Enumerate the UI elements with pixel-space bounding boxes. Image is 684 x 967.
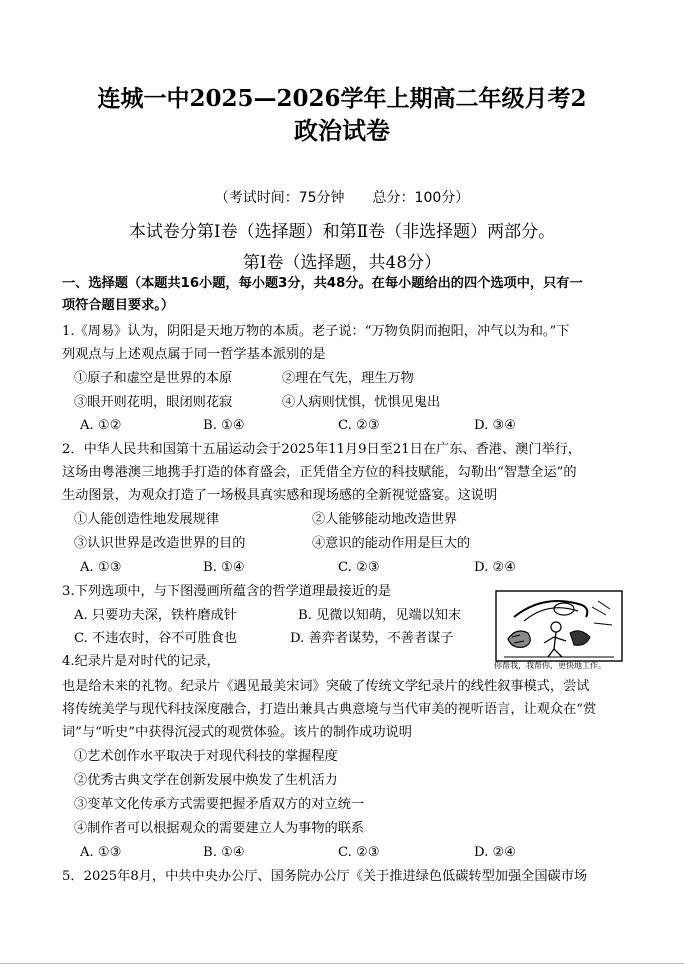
exam-intro: 本试卷分第Ⅰ卷（选择题）和第Ⅱ卷（非选择题）两部分。: [128, 222, 556, 242]
q2-option-d: D. ②④: [474, 560, 517, 575]
cartoon-caption: 你帮我，我帮你，更快地工作。: [494, 661, 606, 670]
section-heading-cont: 项符合题目要求。）: [62, 298, 175, 313]
section-heading: 一、选择题（本题共16小题，每小题3分，共48分。在每小题给出的四个选项中，只有一: [62, 276, 583, 291]
q4-option-d: D. ②④: [474, 845, 517, 860]
q3-option-b: B. 见微以知萌，见端以知末: [298, 608, 462, 623]
q4-statement-3: ③变革文化传承方式需要把握矛盾双方的对立统一: [74, 797, 365, 812]
exam-time: （考试时间：75分钟: [214, 190, 345, 206]
q4-option-b: B. ①④: [203, 845, 245, 860]
q4-stem-cont-1: 也是给未来的礼物。纪录片《遇见最美宋词》突破了传统文学纪录片的线性叙事模式，尝试: [62, 679, 590, 694]
q4-option-c: C. ②③: [338, 845, 380, 860]
q2-statement-1: ①人能创造性地发展规律: [74, 512, 220, 527]
q2-stem-cont-1: 这场由粤港澳三地携手打造的体育盛会，正凭借全方位的科技赋能，勾勒出“智慧全运”的: [62, 465, 577, 480]
total-score: 总分：100分）: [372, 190, 470, 206]
q4-statement-2: ②优秀古典文学在创新发展中焕发了生机活力: [74, 773, 338, 788]
q1-option-a: A. ①②: [80, 418, 122, 433]
q1-statement-1: ①原子和虚空是世界的本原: [74, 371, 233, 386]
q4-statement-1: ①艺术创作水平取决于对现代科技的掌握程度: [74, 749, 338, 764]
q4-stem: 4.纪录片是对时代的记录，: [62, 654, 220, 669]
q1-statement-3: ③眼开则花明，眼闭则花寂: [74, 395, 233, 410]
q2-option-c: C. ②③: [338, 560, 380, 575]
q1-option-b: B. ①④: [203, 418, 245, 433]
q2-stem-cont-2: 生动图景，为观众打造了一场极具真实感和现场感的全新视觉盛宴。这说明: [62, 488, 498, 503]
q2-statement-3: ③认识世界是改造世界的目的: [74, 536, 246, 551]
subject-title: 政治试卷: [294, 116, 390, 145]
q4-stem-cont-2: 将传统美学与现代科技深度融合，打造出兼具古典意境与当代审美的视听语言，让观众在“赏: [62, 702, 597, 717]
exam-meta: [0, 188, 684, 208]
q1-stem: 1.《周易》认为，阴阳是天地万物的本质。老子说：“万物负阴而抱阳，冲气以为和。”下: [62, 324, 570, 339]
exam-title: 连城一中2025—2026学年上期高二年级月考2: [97, 85, 587, 112]
q2-statement-4: ④意识的能动作用是巨大的: [312, 536, 471, 551]
q4-option-a: A. ①③: [80, 845, 122, 860]
q1-statement-4: ④人病则忧惧，忧惧见鬼出: [282, 395, 441, 410]
q4-statement-4: ④制作者可以根据观众的需要建立人为事物的联系: [74, 821, 365, 836]
page-divider: [0, 963, 684, 964]
q3-option-a: A. 只要功夫深，铁杵磨成针: [74, 608, 237, 623]
part1-title: 第Ⅰ卷（选择题，共48分）: [242, 253, 442, 273]
q3-option-d: D. 善弈者谋势，不善者谋子: [290, 631, 454, 646]
q3-option-c: C. 不违农时，谷不可胜食也: [74, 631, 238, 646]
q1-option-c: C. ②③: [338, 418, 380, 433]
q3-stem: 3.下列选项中，与下图漫画所蕴含的哲学道理最接近的是: [62, 584, 392, 599]
q1-statement-2: ②理在气先，理生万物: [282, 371, 414, 386]
q4-stem-cont-3: 词”与“听史”中获得沉浸式的观赏体验。该片的制作成功说明: [62, 725, 412, 740]
q2-stem: 2．中华人民共和国第十五届运动会于2025年11月9日至21日在广东、香港、澳门举行，: [62, 442, 582, 457]
q5-stem: 5．2025年8月，中共中央办公厅、国务院办公厅《关于推进绿色低碳转型加强全国碳市场: [62, 869, 588, 884]
q1-stem-cont: 列观点与上述观点属于同一哲学基本派别的是: [62, 347, 326, 362]
q2-statement-2: ②人能够能动地改造世界: [312, 512, 458, 527]
q2-option-b: B. ①④: [203, 560, 245, 575]
q3-cartoon: [494, 587, 626, 673]
q1-option-d: D. ③④: [474, 418, 517, 433]
q2-option-a: A. ①③: [80, 560, 122, 575]
